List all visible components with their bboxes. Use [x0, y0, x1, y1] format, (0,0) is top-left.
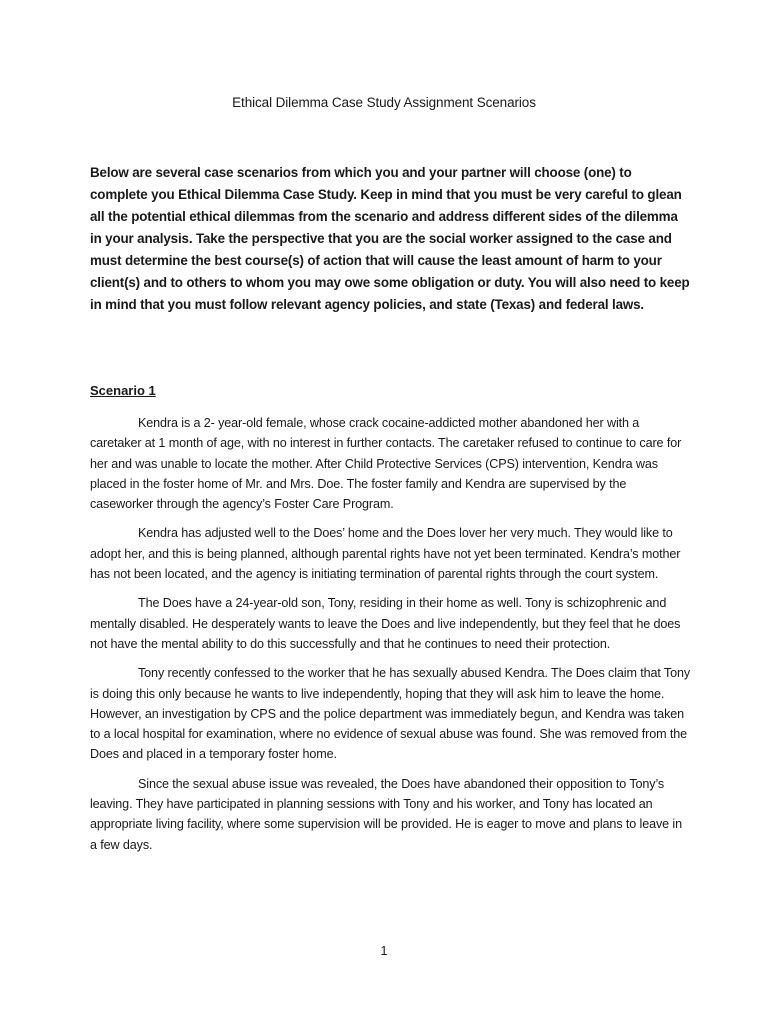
- scenario-paragraph: Tony recently confessed to the worker that he has sexually abused Kendra. The Does claim that Tony is doing this only because he wants to live independently, hoping that they will ask him to leave the home. However, an investigation by CPS and the police department was immediately begun, and Kendra was taken to a local hospital for examination, where no evidence of sexual abuse was found. She was removed from the Does and placed in a temporary foster home.: [90, 666, 691, 762]
- page-number: 1: [380, 944, 388, 958]
- scenario-paragraph: Since the sexual abuse issue was revealed, the Does have abandoned their opposition to Tony’s leaving. They have participated in planning sessions with Tony and his worker, and Tony has located an appropriate living facility, where some supervision will be provided. He is eager to move and plans to leave in a few days.: [90, 776, 682, 852]
- intro-paragraph: Below are several case scenarios from which you and your partner will choose (one) to complete you Ethical Dilemma Case Study. Keep in mind that you must be very careful to glean all the potential ethical dilemmas from the scenario and address different sides of the dilemma in your analysis. Take the perspective that you are the social worker assigned to the case and must determine the best course(s) of action that will cause the least amount of harm to your client(s) and to others to whom you may owe some obligation or duty. You will also need to keep in mind that you must follow relevant agency policies, and state (Texas) and federal laws.: [90, 165, 690, 312]
- scenario-paragraph: The Does have a 24-year-old son, Tony, residing in their home as well. Tony is schizophrenic and mentally disabled. He desperately wants to leave the Does and live independently, but they feel that he does not have the mental ability to do this successfully and that he continues to need their protection.: [90, 596, 681, 651]
- scenario-paragraph: Kendra is a 2- year-old female, whose crack cocaine-addicted mother abandoned her with a caretaker at 1 month of age, with no interest in further contacts. The caretaker refused to continue to care for her and was unable to locate the mother. After Child Protective Services (CPS) intervention, Kendra was placed in the foster home of Mr. and Mrs. Doe. The foster family and Kendra are supervised by the caseworker through the agency’s Foster Care Program.: [90, 416, 682, 512]
- scenario-paragraph: Kendra has adjusted well to the Does’ home and the Does lover her very much. They would like to adopt her, and this is being planned, although parental rights have not yet been terminated. Kendra’s mother has not been located, and the agency is initiating termination of parental rights through the court system.: [90, 526, 681, 582]
- scenario-body: [90, 413, 690, 864]
- scenario-heading: Scenario 1: [90, 383, 156, 398]
- document-title: Ethical Dilemma Case Study Assignment Scenarios: [232, 95, 536, 110]
